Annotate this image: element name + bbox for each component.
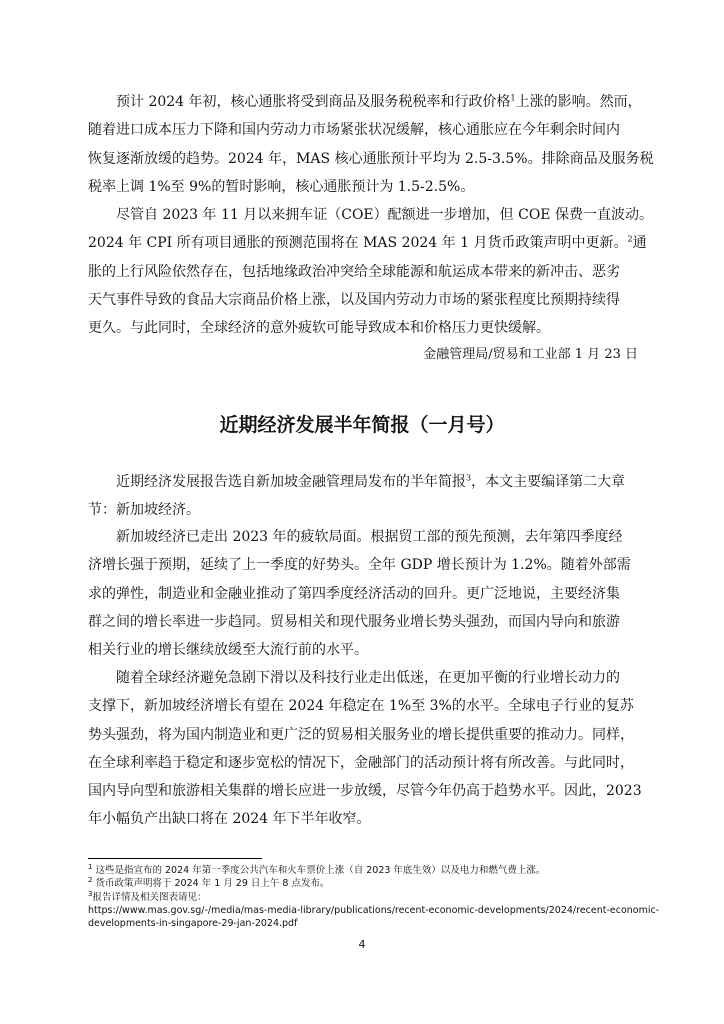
- text-line: 胀的上行风险依然存在，包括地缘政治冲突给全球能源和航运成本带来的新冲击、恶劣: [88, 263, 620, 280]
- paragraph-intro: [88, 468, 638, 525]
- text-line: 更久。与此同时，全球经济的意外疲软可能导致成本和价格压力更快缓解。: [88, 320, 550, 337]
- text-line: 在全球利率趋于稳定和逐步宽松的情况下，金融部门的活动预计将有所改善。与此同时，: [88, 754, 634, 771]
- text-line: 国内导向型和旅游相关集群的增长应进一步放缓，尽管今年仍高于趋势水平。因此，2023: [88, 783, 642, 800]
- paragraph-core-inflation: [88, 88, 654, 201]
- text-line: 恢复逐渐放缓的趋势。2024 年，MAS 核心通胀预计平均为 2.5-3.5%。排除商品及服务税: [88, 150, 654, 167]
- text-line: 节：新加坡经济。: [88, 502, 200, 519]
- footnotes: [88, 862, 660, 930]
- paragraph-coe-cpi: [88, 201, 653, 342]
- footnote-link[interactable]: https://www.mas.gov.sg/-/media/mas-media-library/publications/recent-economic-developments/2024/recent-economic-: [88, 904, 660, 916]
- footnote-ref: 2: [627, 234, 633, 244]
- footnote-divider: [88, 858, 262, 859]
- text-line: 预计 2024 年初，核心通胀将受到商品及服务税税率和行政价格$^1$上涨的影响。然而，: [116, 93, 642, 110]
- text-line: 随着进口成本压力下降和国内劳动力市场紧张状况缓解，核心通胀应在今年剩余时间内: [88, 122, 620, 139]
- text-line: 年小幅负产出缺口将在 2024 年下半年收窄。: [88, 811, 371, 828]
- footnote-3: $^3$报告详情及相关图表请见：: [88, 889, 207, 903]
- section-heading: 近期经济发展半年简报（一月号）: [219, 414, 505, 436]
- text-line: 随着全球经济避免急剧下滑以及科技行业走出低迷，在更加平衡的行业增长动力的: [116, 670, 620, 686]
- text-line: 济增长强于预期，延续了上一季度的好势头。全年 GDP 增长预计为 1.2%。随着外部需: [88, 557, 631, 574]
- footnote-1: $^1$ 这些是指宣布的 2024 年第一季度公共汽车和火车票价上涨（自 2023 年底生效）以及电力和燃气费上涨。: [88, 862, 546, 876]
- text-line: 天气事件导致的食品大宗商品价格上涨，以及国内劳动力市场的紧张程度比预期持续得: [88, 291, 620, 308]
- text-line: 税率上调 1%至 9%的暂时影响，核心通胀预计为 1.5-2.5%。: [88, 178, 475, 195]
- footnote-ref: 3: [466, 473, 472, 483]
- text-line: 相关行业的增长继续放缓至大流行前的水平。: [88, 642, 368, 659]
- footnote-ref: 1: [510, 93, 516, 103]
- text-line: 群之间的增长率进一步趋同。贸易相关和现代服务业增长势头强劲，而国内导向和旅游: [88, 613, 620, 630]
- paragraph-outlook: [88, 664, 642, 834]
- footnote-link-cont[interactable]: developments-in-singapore-29-jan-2024.pdf: [88, 918, 298, 930]
- footnote-2: $^2$ 货币政策声明将于 2024 年 1 月 29 日上午 8 点发布。: [88, 876, 330, 890]
- text-line: 新加坡经济已走出 2023 年的疲软局面。根据贸工部的预先预测，去年第四季度经: [116, 529, 623, 545]
- signature-line: 金融管理局/贸易和工业部 1 月 23 日: [423, 347, 638, 362]
- text-line: 2024 年 CPI 所有项目通胀的预测范围将在 MAS 2024 年 1 月货币政策声明中更新。$^2$通: [88, 234, 647, 252]
- text-line: 势头强劲，将为国内制造业和更广泛的贸易相关服务业的增长提供重要的推动力。同样，: [88, 726, 634, 743]
- text-line: 求的弹性，制造业和金融业推动了第四季度经济活动的回升。更广泛地说，主要经济集: [88, 585, 620, 602]
- text-line: 尽管自 2023 年 11 月以来拥车证（COE）配额进一步增加，但 COE 保费一直波动。: [116, 207, 653, 223]
- text-line: 近期经济发展报告选自新加坡金融管理局发布的半年简报$^3$，本文主要编译第二大章: [116, 473, 626, 490]
- text-line: 支撑下，新加坡经济增长有望在 2024 年稳定在 1%至 3%的水平。全球电子行业的复苏: [88, 698, 634, 715]
- paragraph-economy-recovery: [88, 523, 638, 664]
- page-number: 4: [358, 938, 366, 951]
